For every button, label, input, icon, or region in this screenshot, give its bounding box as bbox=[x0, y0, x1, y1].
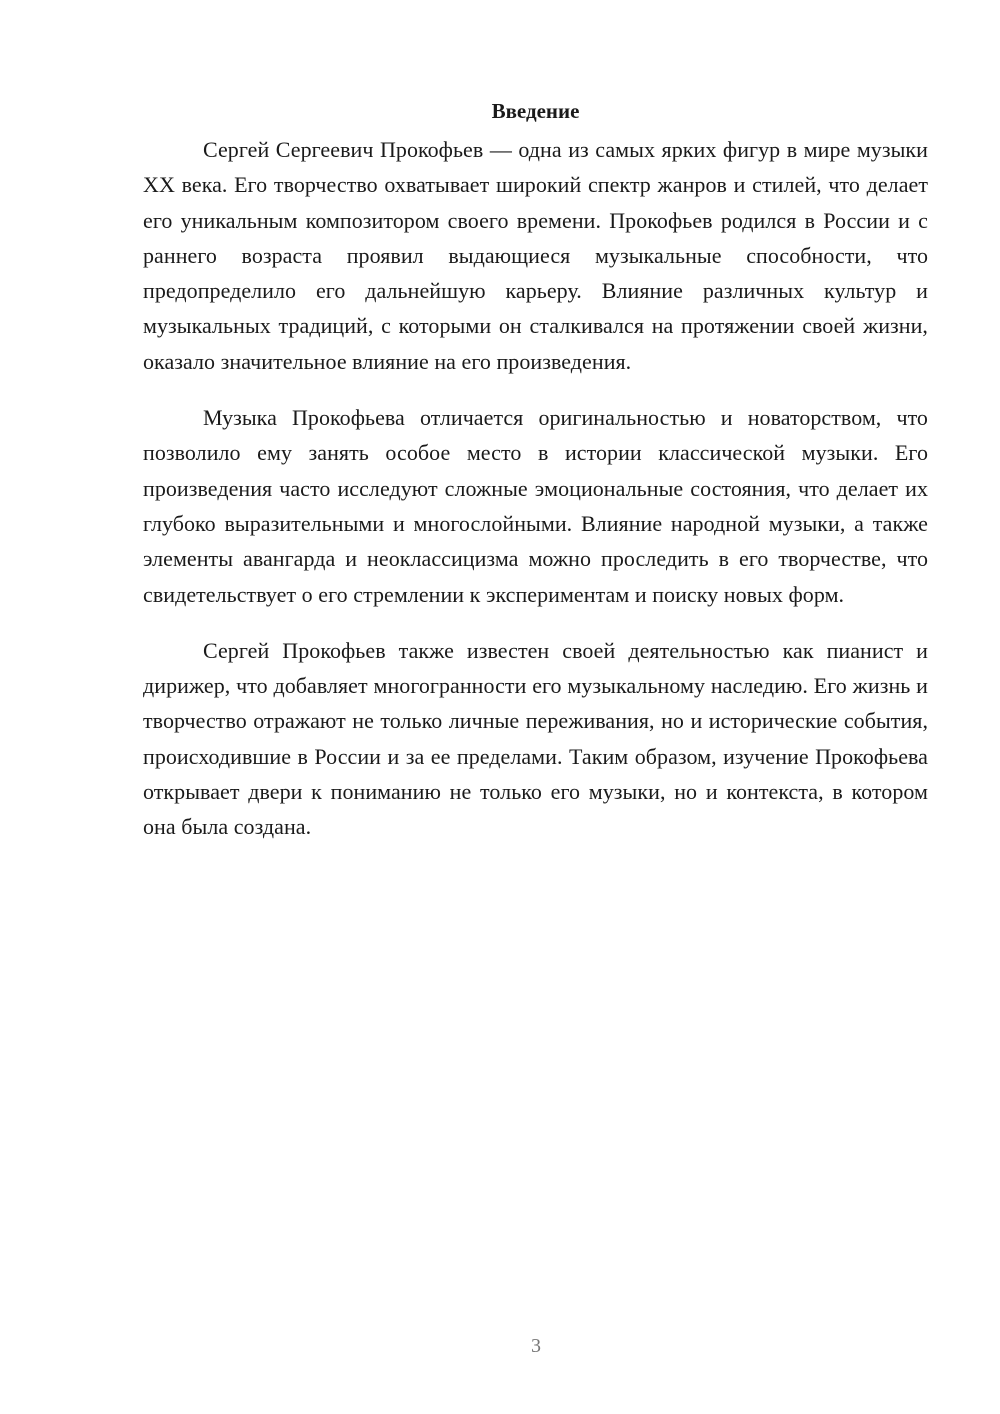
document-body bbox=[143, 96, 928, 866]
page-number: 3 bbox=[531, 1335, 541, 1357]
paragraph-1: Сергей Сергеевич Прокофьев — одна из самых ярких фигур в мире музыки XX века. Его творчество охватывает широкий спектр жанров и стилей, что делает его уникальным композитором своего времени. Прокофьев родился в России и с раннего возраста проявил выдающиеся музыкальные способности, что предопределило его дальнейшую карьеру. Влияние различных культур и музыкальных традиций, с которыми он сталкивался на протяжении своей жизни, оказало значительное влияние на его произведения. bbox=[143, 137, 928, 374]
paragraph-2: Музыка Прокофьева отличается оригинальностью и новаторством, что позволило ему занять особое место в истории классической музыки. Его произведения часто исследуют сложные эмоциональные состояния, что делает их глубоко выразительными и многослойными. Влияние народной музыки, а также элементы авангарда и неоклассицизма можно проследить в его творчестве, что свидетельствует о его стремлении к экспериментам и поиску новых форм. bbox=[143, 405, 928, 607]
section-heading: Введение bbox=[491, 99, 580, 123]
paragraph-3: Сергей Прокофьев также известен своей деятельностью как пианист и дирижер, что добавляет многогранности его музыкальному наследию. Его жизнь и творчество отражают не только личные переживания, но и исторические события, происходившие в России и за ее пределами. Таким образом, изучение Прокофьева открывает двери к пониманию не только его музыки, но и контекста, в котором она была создана. bbox=[143, 637, 928, 840]
